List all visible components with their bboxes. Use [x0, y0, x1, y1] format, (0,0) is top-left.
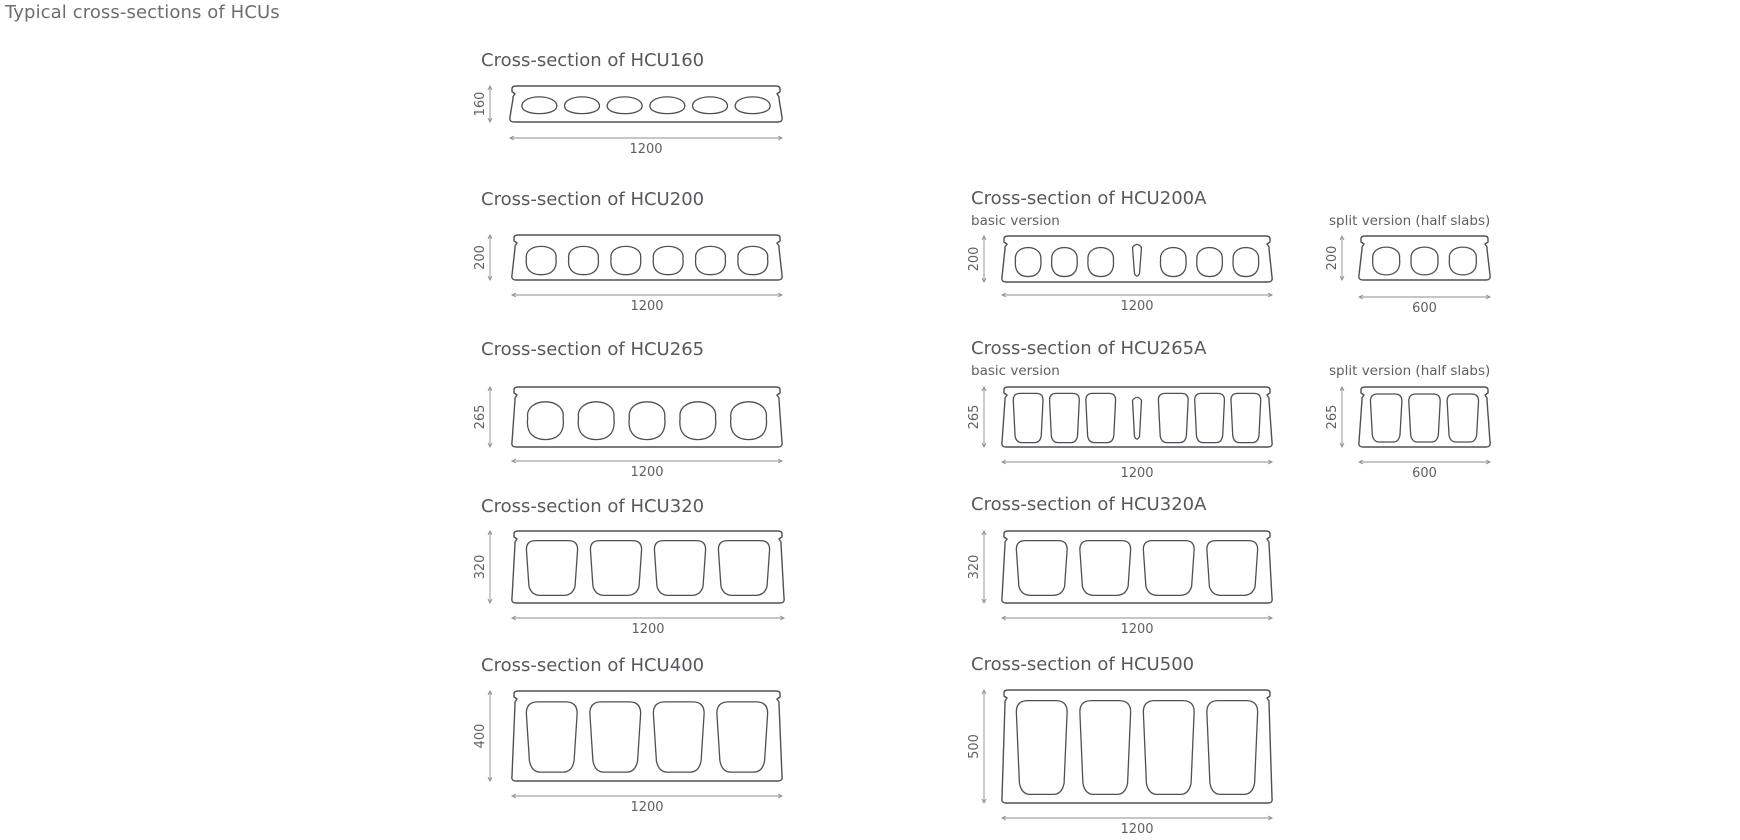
- height-label: 200: [967, 246, 982, 272]
- height-label: 320: [967, 554, 982, 580]
- height-dimension: [982, 690, 986, 803]
- hollow-core: [1143, 701, 1194, 795]
- width-label: 1200: [630, 299, 664, 314]
- hollow-core: [1080, 701, 1131, 795]
- section-title: Cross-section of HCU200: [481, 189, 705, 210]
- section-title: Cross-section of HCU160: [481, 50, 705, 71]
- section-title: Cross-section of HCU265A: [971, 338, 1207, 359]
- height-label: 500: [967, 734, 982, 759]
- slab-outline: [1002, 690, 1272, 803]
- section-title: Cross-section of HCU265: [481, 339, 705, 360]
- width-label: 600: [1412, 301, 1437, 316]
- height-label: 200: [473, 245, 488, 270]
- section-title: Cross-section of HCU500: [971, 654, 1195, 675]
- width-label: 1200: [1120, 822, 1154, 837]
- split-version-label: split version (half slabs): [1329, 363, 1491, 379]
- width-label: 1200: [629, 142, 663, 157]
- height-label: 160: [473, 91, 488, 117]
- section-title: Cross-section of HCU320: [481, 496, 705, 517]
- section-title: Cross-section of HCU200A: [971, 188, 1207, 209]
- width-label: 1200: [1120, 466, 1154, 481]
- section-title: Cross-section of HCU400: [481, 655, 705, 676]
- page-title: Typical cross-sections of HCUs: [5, 2, 280, 23]
- section-title: Cross-section of HCU320A: [971, 494, 1207, 515]
- width-label: 1200: [1120, 622, 1154, 637]
- width-label: 600: [1412, 466, 1437, 481]
- width-dimension: [1002, 816, 1272, 820]
- height-label: 320: [473, 554, 488, 580]
- split-version-label: split version (half slabs): [1329, 213, 1491, 229]
- basic-version-label: basic version: [971, 213, 1060, 229]
- hollow-core: [1207, 701, 1258, 795]
- width-label: 1200: [630, 800, 664, 815]
- hollow-core: [1016, 701, 1067, 795]
- height-label: 200: [1325, 245, 1340, 271]
- height-label: 265: [473, 404, 488, 430]
- height-label: 265: [1325, 404, 1340, 430]
- height-label: 265: [967, 404, 982, 430]
- width-label: 1200: [630, 465, 664, 480]
- height-label: 400: [473, 723, 488, 749]
- basic-version-label: basic version: [971, 363, 1060, 379]
- width-label: 1200: [1120, 299, 1154, 314]
- width-label: 1200: [631, 622, 665, 637]
